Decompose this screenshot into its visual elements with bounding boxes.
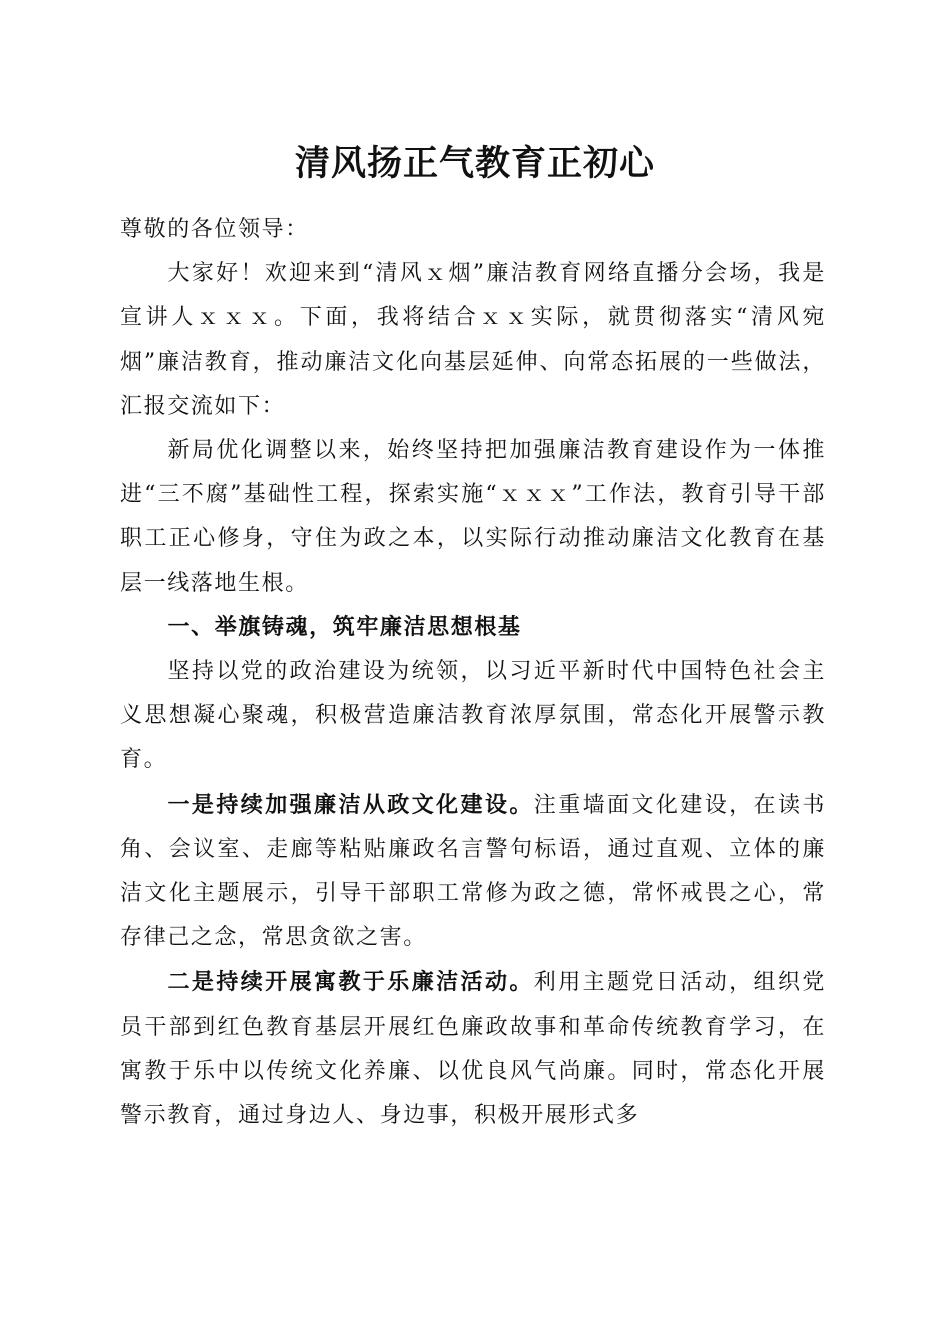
- section-paragraph: 坚持以党的政治建设为统领，以习近平新时代中国特色社会主义思想凝心聚魂，积极营造廉洁教育浓厚氛围，常态化开展警示教育。: [120, 659, 826, 773]
- list-item-1-text: 注重墙面文化建设，在读书角、会议室、走廊等粘贴廉政名言警句标语，通过直观、立体的廉洁文化主题展示，引导干部职工常修为政之德，常怀戒畏之心，常存律己之念，常思贪欲之害。: [120, 792, 826, 951]
- salutation: 尊敬的各位领导：: [120, 217, 309, 242]
- list-item-2-lead: 二是持续开展寓教于乐廉洁活动。: [167, 969, 534, 996]
- section-heading: 一、举旗铸魂，筑牢廉洁思想根基: [167, 614, 522, 640]
- document-title: 清风扬正气教育正初心: [294, 143, 655, 184]
- document-body: [120, 208, 826, 1138]
- paragraph-intro: 大家好！欢迎来到“清风ｘ烟”廉洁教育网络直播分会场，我是宣讲人ｘｘｘ。下面，我将结合ｘｘ实际，就贯彻落实“清风宛烟”廉洁教育，推动廉洁文化向基层延伸、向常态拓展的一些做法，汇报交流如下：: [120, 261, 826, 419]
- paragraph-overview: 新局优化调整以来，始终坚持把加强廉洁教育建设作为一体推进“三不腐”基础性工程，探索实施“ｘｘｘ”工作法，教育引导干部职工正心修身，守住为政之本，以实际行动推动廉洁文化教育在基层一线落地生根。: [120, 438, 826, 596]
- list-item-1: [120, 783, 826, 961]
- list-item-1-lead: 一是持续加强廉洁从政文化建设。: [167, 791, 534, 818]
- list-item-2-text: 利用主题党日活动，组织党员干部到红色教育基层开展红色廉政故事和革命传统教育学习，在寓教于乐中以传统文化养廉、以优良风气尚廉。同时，常态化开展警示教育，通过身边人、身边事，积极开展形式多: [120, 970, 826, 1129]
- list-item-2: [120, 960, 826, 1138]
